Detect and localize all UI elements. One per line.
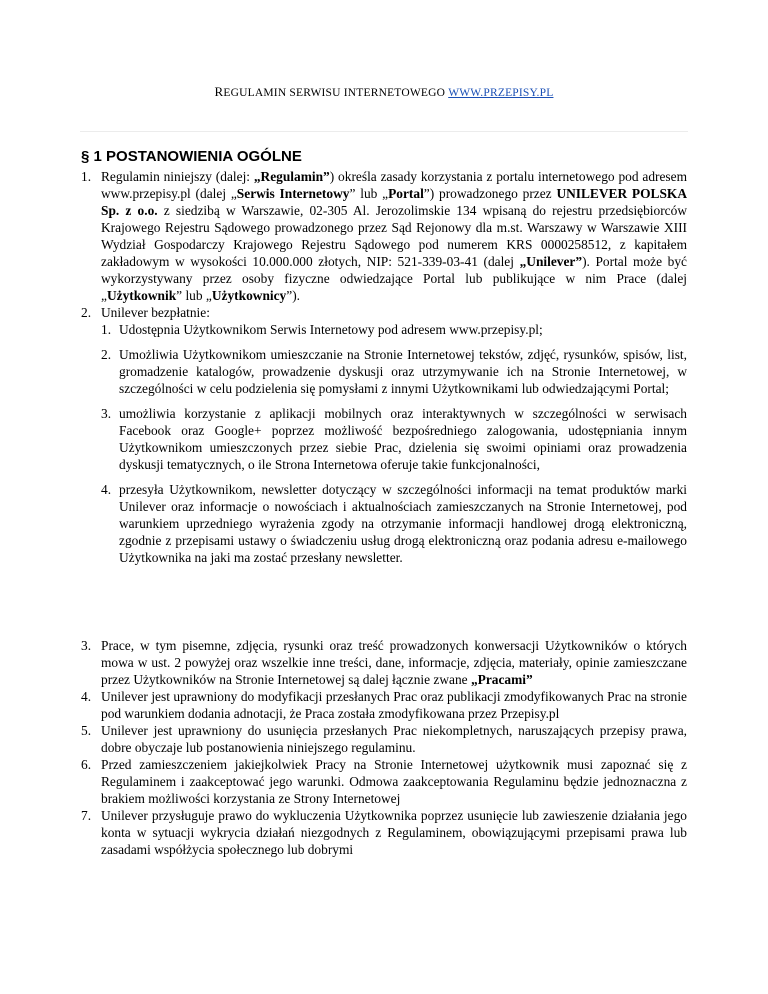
title-text: EGULAMIN SERWISU INTERNETOWEGO [223,87,446,99]
list-item: 7. Unilever przysługuje prawo do wykluczenia Użytkownika poprzez usunięcie lub zawieszenie działania jego konta w sytuacji wykrycia działań niezgodnych z Regulaminem, obowiązującymi przepisami prawa lub zasadami współżycia społecznego lub dobrymi [81,808,687,857]
list-item: 5. Unilever jest uprawniony do usunięcia przesłanych Prac niekompletnych, naruszających przepisy prawa, dobre obyczaje lub postanowienia niniejszego regulaminu. [81,723,687,755]
title-link[interactable]: WWW.PRZEPISY.PL [448,87,554,99]
title-initial: R [214,84,224,99]
sub-list-item: 2. Umożliwia Użytkownikom umieszczanie na Stronie Internetowej tekstów, zdjęć, rysunków, spisów, list, gromadzenie katalogów, prowadzenie dyskusji oraz utrzymywanie ich na Stronie Internetowej, w szczególności w celu podzielenia się pomysłami z innymi Użytkownikami lub odwiedzającymi Portal; [101,347,687,396]
document-title [0,84,768,100]
sub-list-item: 4. przesyła Użytkownikom, newsletter dotyczący w szczególności informacji na temat produktów marki Unilever oraz informacje o nowościach i aktualnościach zamieszczanych na Stronie Internetowej, pod warunkiem uprzedniego wyrażenia zgody na otrzymanie informacji handlowej drogą elektroniczną, zgodnie z przepisami ustawy o świadczeniu usług drogą elektroniczną oraz podania adresu e-mailowego Użytkownika na jaki ma zostać przesłany newsletter. [101,482,687,565]
list-item: 6. Przed zamieszczeniem jakiejkolwiek Pracy na Stronie Internetowej użytkownik musi zapoznać się z Regulaminem i zaakceptować jego warunki. Odmowa zaakceptowania Regulaminu będzie jednoznaczna z brakiem możliwości korzystania ze Strony Internetowej [81,757,687,806]
section-heading: § 1 POSTANOWIENIA OGÓLNE [81,148,302,165]
section-body-top [81,168,687,566]
sub-list-item: 1. Udostępnia Użytkownikom Serwis Internetowy pod adresem www.przepisy.pl; [101,322,543,337]
list-item: 1. Regulamin niniejszy (dalej: „Regulamin”) określa zasady korzystania z portalu internetowego pod adresem www.przepisy.pl (dalej „Serwis Internetowy” lub „Portal”) prowadzonego przez UNILEVER POLSKA Sp. z o.o. z siedzibą w Warszawie, 02-305 Al. Jerozolimskie 134 wpisaną do rejestru przedsiębiorców Krajowego Rejestru Sądowego prowadzonego przez Sąd Rejonowy dla m.st. Warszawy w Warszawie XIII Wydział Gospodarczy Krajowego Rejestru Sądowego pod numerem KRS 0000258512, z kapitałem zakładowym w wysokości 10.000.000 złotych, NIP: 521-339-03-41 (dalej „Unilever”). Portal może być wykorzystywany przez osoby fizyczne odwiedzające Portal lub publikujące w nim Prace (dalej „Użytkownik” lub „Użytkownicy”). [81,169,687,303]
list-item: 3. Prace, w tym pisemne, zdjęcia, rysunki oraz treść prowadzonych konwersacji Użytkowników o których mowa w ust. 2 powyżej oraz wszelkie inne treści, dane, informacje, zdjęcia, materiały, opinie zamieszczane przez Użytkowników na Stronie Internetowej są dalej łącznie zwane „Pracami” [81,638,687,687]
divider [80,131,688,132]
sub-list-item: 3. umożliwia korzystanie z aplikacji mobilnych oraz interaktywnych w szczególności w serwisach Facebook oraz Google+ poprzez możliwość bezpośredniego zalogowania, udostępniania innym Użytkownikom umieszczonych przez siebie Prac, dzielenia się swoimi opiniami oraz prowadzenia dyskusji tematycznych, o ile Strona Internetowa oferuje takie funkcjonalności, [101,406,687,472]
section-body-bottom [81,637,687,858]
list-item: 4. Unilever jest uprawniony do modyfikacji przesłanych Prac oraz publikacji zmodyfikowanych Prac na stronie pod warunkiem dodania adnotacji, że Praca została zmodyfikowana przez Przepisy.pl [81,689,687,721]
list-item: 2. Unilever bezpłatnie: [81,305,210,320]
